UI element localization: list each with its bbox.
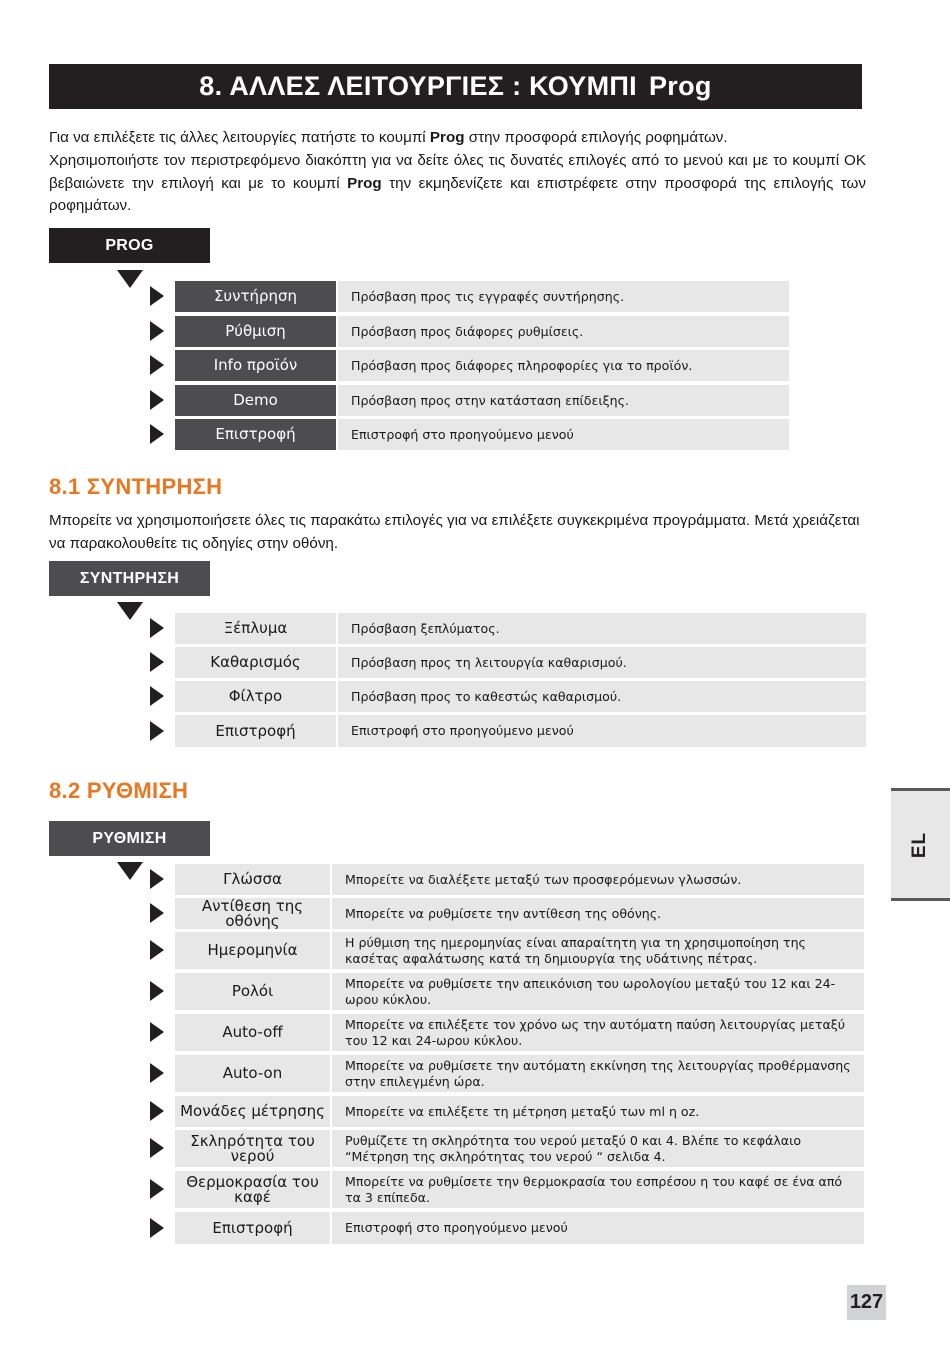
language-tab-label: EL	[909, 831, 931, 858]
menu-item-label: Θερμοκρασία του καφέ	[175, 1171, 330, 1208]
section-heading-settings: 8.2 ΡΥΘΜΙΣΗ	[49, 778, 189, 803]
play-arrow-icon	[150, 1063, 164, 1083]
play-arrow-icon	[150, 424, 164, 444]
menu-item-description: Ρυθμίζετε τη σκληρότητα του νερού μεταξύ 0 και 4. Βλέπε το κεφάλαιο “Μέτρηση της σκληρότητας του νερού “ σελιδα 4.	[332, 1130, 864, 1167]
play-arrow-icon	[150, 618, 164, 638]
intro-paragraph	[49, 127, 866, 218]
play-arrow-icon	[150, 390, 164, 410]
menu-item-description: Επιστροφή στο προηγούμενο μενού	[338, 715, 866, 747]
play-arrow-icon	[150, 686, 164, 706]
menu-item-label: Γλώσσα	[175, 864, 330, 895]
menu-item-description: Μπορείτε να επιλέξετε τη μέτρηση μεταξύ των ml η oz.	[332, 1096, 864, 1127]
menu-item-label: Καθαρισμός	[175, 647, 336, 678]
menu-item-description: Πρόσβαση προς διάφορες πληροφορίες για το προϊόν.	[338, 350, 789, 381]
menu-item-description: Μπορείτε να ρυθμίσετε την απεικόνιση του ωρολογίου μεταξύ του 12 και 24-ωρου κύκλου.	[332, 973, 864, 1010]
menu-item-description: Πρόσβαση προς τη λειτουργία καθαρισμού.	[338, 647, 866, 678]
section-heading-maintenance: 8.1 ΣΥΝΤΗΡΗΣΗ	[49, 474, 223, 499]
play-arrow-icon	[150, 981, 164, 1001]
section-body-maintenance: Μπορείτε να χρησιμοποιήσετε όλες τις παρακάτω επιλογές για να επιλέξετε συγκεκριμένα προγράμματα. Μετά χρειάζεται να παρακολουθείτε τις οδηγίες στην οθόνη.	[49, 512, 860, 552]
menu-item-label: Επιστροφή	[175, 419, 336, 450]
play-arrow-icon	[150, 903, 164, 923]
menu-item-label: Φίλτρο	[175, 681, 336, 712]
menu-item-label: Demo	[175, 385, 336, 416]
menu-item-description: Μπορείτε να επιλέξετε τον χρόνο ως την αυτόματη παύση λειτουργίας μεταξύ του 12 και 24-ωρου κύκλου.	[332, 1014, 864, 1051]
menu-item-label: Αντίθεση της οθόνης	[175, 898, 330, 929]
menu-item-description: Πρόσβαση προς στην κατάσταση επίδειξης.	[338, 385, 789, 416]
maintenance-menu-label: ΣΥΝΤΗΡΗΣΗ	[49, 561, 210, 596]
menu-item-label: Auto-on	[175, 1055, 330, 1092]
menu-item-description: Πρόσβαση προς το καθεστώς καθαρισμού.	[338, 681, 866, 712]
menu-item-label: Ημερομηνία	[175, 932, 330, 969]
play-arrow-icon	[150, 940, 164, 960]
menu-item-label: Μονάδες μέτρησης	[175, 1096, 330, 1127]
menu-item-description: Μπορείτε να διαλέξετε μεταξύ των προσφερόμενων γλωσσών.	[332, 864, 864, 895]
play-arrow-icon	[150, 1022, 164, 1042]
play-arrow-icon	[150, 1101, 164, 1121]
menu-item-description: Μπορείτε να ρυθμίσετε την αντίθεση της οθόνης.	[332, 898, 864, 929]
menu-item-label: Ξέπλυμα	[175, 613, 336, 644]
menu-item-description: Επιστροφή στο προηγούμενο μενού	[332, 1212, 864, 1244]
prog-menu-label: PROG	[49, 228, 210, 263]
menu-item-description: Η ρύθμιση της ημερομηνίας είναι απαραίτητη για τη χρησιμοποίηση της κασέτας αφαλάτωσης κατά τη δημιουργία της υδάτινης πέτρας.	[332, 932, 864, 969]
menu-item-label: Επιστροφή	[175, 715, 336, 747]
menu-item-label: Auto-off	[175, 1014, 330, 1051]
play-arrow-icon	[150, 869, 164, 889]
menu-item-label: Ρολόι	[175, 973, 330, 1010]
down-arrow-icon	[117, 602, 143, 620]
language-tab	[891, 788, 950, 901]
menu-item-label: Συντήρηση	[175, 281, 336, 312]
menu-item-description: Μπορείτε να ρυθμίσετε την αυτόματη εκκίνηση της λειτουργίας προθέρμανσης στην επιλεγμένη ώρα.	[332, 1055, 864, 1092]
intro-line-1: Για να επιλέξετε τις άλλες λειτουργίες πατήστε το κουμπί Prog στην προσφορά επιλογής ροφημάτων.	[49, 129, 728, 146]
intro-line-2: Χρησιμοποιήστε τον περιστρεφόμενο διακόπτη για να δείτε όλες τις δυνατές επιλογές από το μενού και με το κουμπί ΟΚ βεβαιώνετε την επιλογή και με το κουμπί Prog την εκμηδενίζετε και επιστρέφετε στην προσφορά της επιλογής των ροφημάτων.	[49, 151, 866, 215]
menu-item-description: Πρόσβαση ξεπλύματος.	[338, 613, 866, 644]
menu-item-description: Επιστροφή στο προηγούμενο μενού	[338, 419, 789, 450]
play-arrow-icon	[150, 1179, 164, 1199]
menu-item-label: Ρύθμιση	[175, 316, 336, 347]
play-arrow-icon	[150, 355, 164, 375]
play-arrow-icon	[150, 1138, 164, 1158]
down-arrow-icon	[117, 270, 143, 288]
menu-item-label: Σκληρότητα του νερού	[175, 1130, 330, 1167]
play-arrow-icon	[150, 721, 164, 741]
menu-item-description: Πρόσβαση προς τις εγγραφές συντήρησης.	[338, 281, 789, 312]
page-title	[49, 64, 862, 109]
play-arrow-icon	[150, 1218, 164, 1238]
play-arrow-icon	[150, 286, 164, 306]
down-arrow-icon	[117, 862, 143, 880]
page-title-text: 8. ΑΛΛΕΣ ΛΕΙΤΟΥΡΓΙΕΣ : ΚΟΥΜΠΙ	[199, 71, 637, 101]
menu-item-description: Μπορείτε να ρυθμίσετε την θερμοκρασία του εσπρέσου η του καφέ σε ένα από τα 3 επίπεδα.	[332, 1171, 864, 1208]
play-arrow-icon	[150, 321, 164, 341]
play-arrow-icon	[150, 652, 164, 672]
menu-item-label: Info προϊόν	[175, 350, 336, 381]
page-title-prog: Prog	[648, 71, 712, 101]
menu-item-label: Επιστροφή	[175, 1212, 330, 1244]
page-number: 127	[847, 1285, 886, 1320]
settings-menu-label: ΡΥΘΜΙΣΗ	[49, 821, 210, 856]
menu-item-description: Πρόσβαση προς διάφορες ρυθμίσεις.	[338, 316, 789, 347]
